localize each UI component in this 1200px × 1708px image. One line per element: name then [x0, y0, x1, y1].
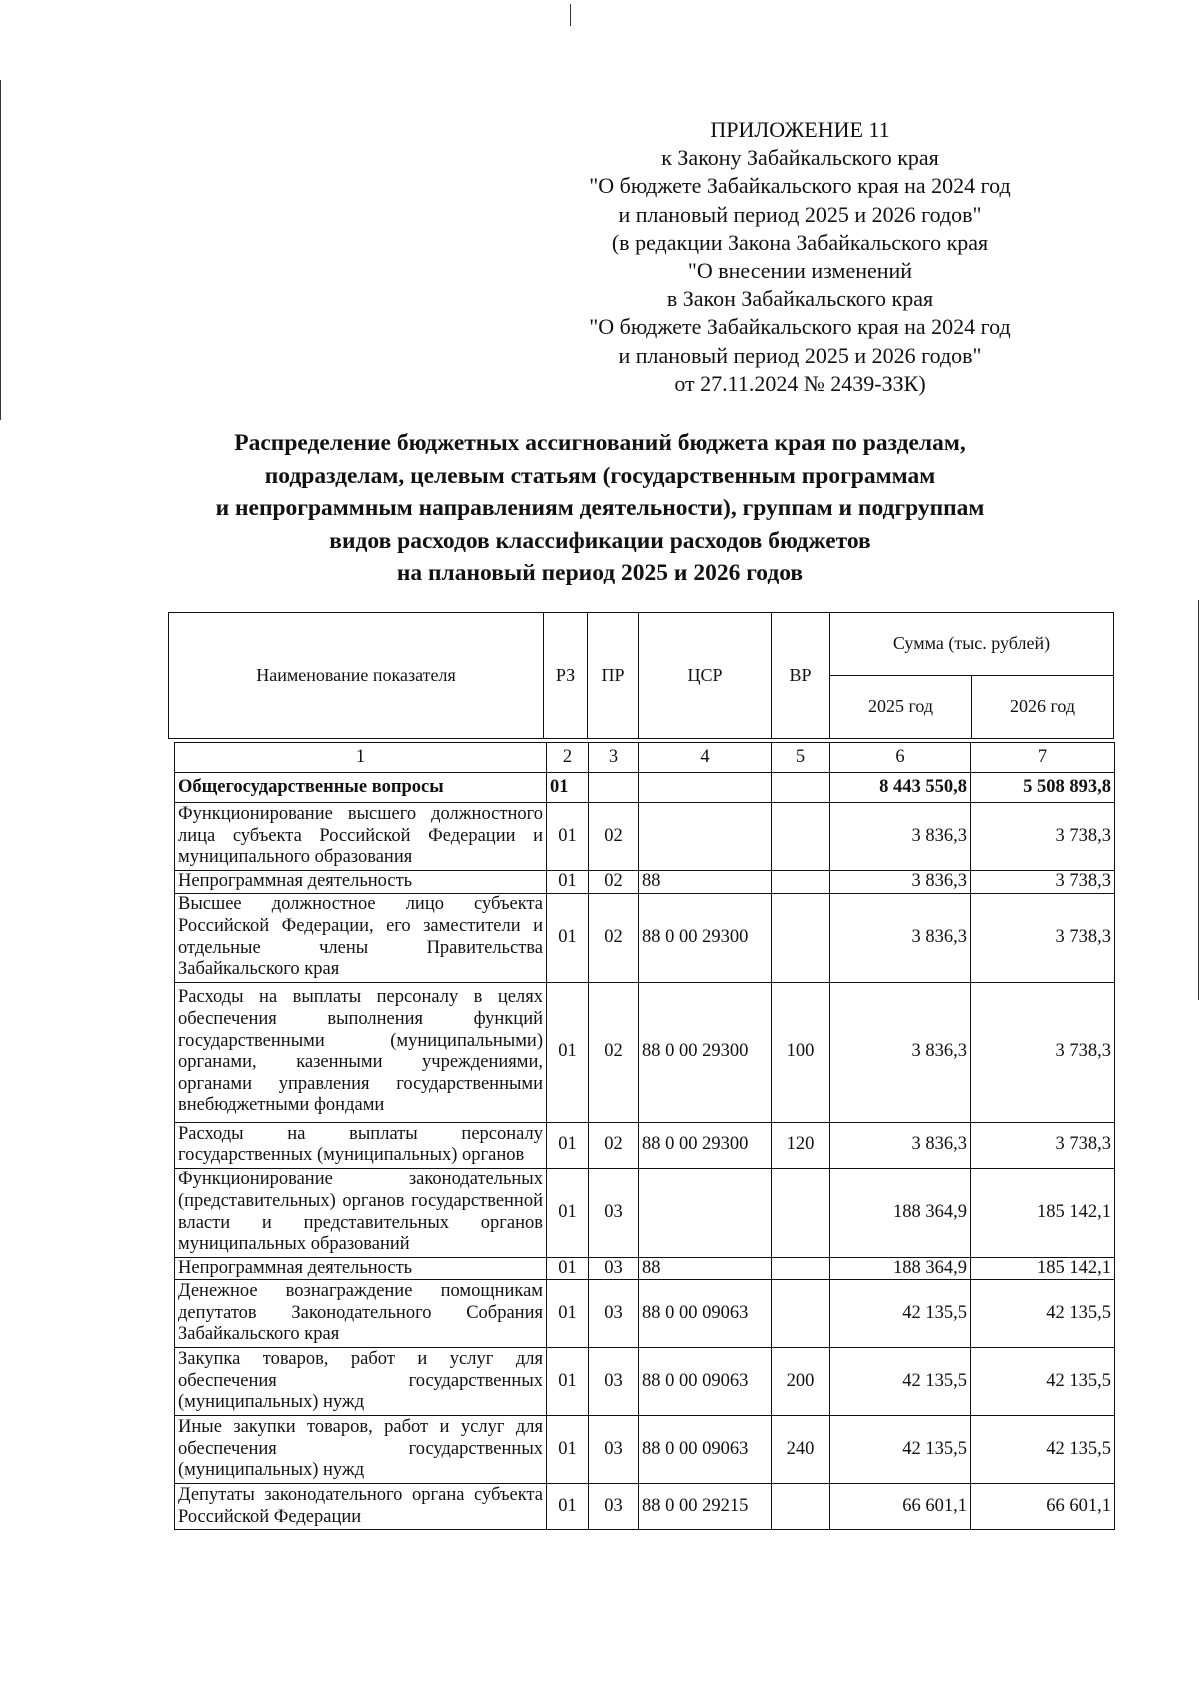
row-2026: 42 135,5 [971, 1416, 1115, 1484]
row-rz: 01 [547, 1348, 589, 1416]
table-row [175, 1168, 1115, 1257]
row-name: Депутаты законодательного органа субъекта Российской Федерации [175, 1484, 547, 1530]
appendix-line: и плановый период 2025 и 2026 годов" [618, 342, 982, 368]
title-line: подразделам, целевым статьям (государственным программам [264, 462, 936, 489]
scan-mark [570, 4, 571, 26]
row-rz: 01 [547, 773, 589, 803]
row-2025: 3 836,3 [830, 893, 971, 982]
scan-mark [0, 80, 1, 420]
row-2025: 3 836,3 [830, 982, 971, 1122]
table-row [175, 1122, 1115, 1168]
title-line: Распределение бюджетных ассигнований бюджета края по разделам, [234, 430, 966, 456]
header-2025: 2025 год [830, 676, 972, 739]
table-row [175, 982, 1115, 1122]
header-sum: Сумма (тыс. рублей) [830, 613, 1114, 676]
row-2026: 3 738,3 [971, 1122, 1115, 1168]
appendix-line: "О внесении изменений [687, 258, 913, 284]
row-name: Высшее должностное лицо субъекта Российской Федерации, его заместители и отдельные члены Правительства Забайкальского края [175, 893, 547, 982]
column-number: 2 [547, 743, 589, 773]
row-name: Расходы на выплаты персоналу государственных (муниципальных) органов [175, 1122, 547, 1168]
row-vr [772, 1168, 830, 1257]
row-2026: 66 601,1 [971, 1484, 1115, 1530]
column-number: 7 [971, 743, 1115, 773]
row-2026: 3 738,3 [971, 893, 1115, 982]
row-vr [772, 1484, 830, 1530]
row-vr: 120 [772, 1122, 830, 1168]
row-vr [772, 1257, 830, 1280]
header-pr: ПР [588, 613, 639, 739]
header-csr: ЦСР [639, 613, 772, 739]
row-vr [772, 871, 830, 894]
row-name: Функционирование законодательных (представительных) органов государственной власти и представительных органов муниципальных образований [175, 1168, 547, 1257]
row-name: Функционирование высшего должностного лица субъекта Российской Федерации и муниципального образования [175, 803, 547, 871]
row-2025: 188 364,9 [830, 1168, 971, 1257]
scan-mark [1198, 600, 1199, 1000]
row-vr [772, 1280, 830, 1348]
row-csr: 88 0 00 09063 [639, 1280, 772, 1348]
header-name: Наименование показателя [169, 613, 544, 739]
column-number: 1 [175, 743, 547, 773]
row-2026: 3 738,3 [971, 871, 1115, 894]
row-csr: 88 0 00 09063 [639, 1348, 772, 1416]
table-row [175, 1348, 1115, 1416]
table-row [175, 893, 1115, 982]
row-rz: 01 [547, 1257, 589, 1280]
title-line: на плановый период 2025 и 2026 годов [396, 560, 804, 586]
appendix-line: "О бюджете Забайкальского края на 2024 год [589, 173, 1011, 199]
table-row [175, 1257, 1115, 1280]
row-2025: 66 601,1 [830, 1484, 971, 1530]
row-pr [589, 773, 639, 803]
row-2025: 8 443 550,8 [830, 773, 971, 803]
row-name: Расходы на выплаты персоналу в целях обеспечения выполнения функций государственными (муниципальными) органами, казенными учреждениями, органами управления государственными внебюджетными фондами [175, 982, 547, 1122]
appendix-line: ПРИЛОЖЕНИЕ 11 [710, 117, 890, 142]
row-vr [772, 803, 830, 871]
row-pr: 02 [589, 803, 639, 871]
row-csr: 88 0 00 29300 [639, 893, 772, 982]
title-line: и непрограммным направлениям деятельности), группам и подгруппам [215, 495, 985, 521]
header-rz: РЗ [544, 613, 588, 739]
table-row [175, 1416, 1115, 1484]
column-number: 5 [772, 743, 830, 773]
row-2026: 42 135,5 [971, 1348, 1115, 1416]
column-number: 3 [589, 743, 639, 773]
appendix-line: от 27.11.2024 № 2439-ЗЗК) [674, 370, 926, 396]
row-vr [772, 893, 830, 982]
row-name: Иные закупки товаров, работ и услуг для обеспечения государственных (муниципальных) нужд [175, 1416, 547, 1484]
row-rz: 01 [547, 871, 589, 894]
row-2025: 3 836,3 [830, 803, 971, 871]
row-vr [772, 773, 830, 803]
row-2026: 42 135,5 [971, 1280, 1115, 1348]
row-csr: 88 0 00 29300 [639, 982, 772, 1122]
appendix-line: (в редакции Закона Забайкальского края [611, 229, 989, 255]
row-name: Закупка товаров, работ и услуг для обеспечения государственных (муниципальных) нужд [175, 1348, 547, 1416]
row-csr: 88 0 00 09063 [639, 1416, 772, 1484]
row-vr: 200 [772, 1348, 830, 1416]
row-pr: 02 [589, 982, 639, 1122]
row-2025: 3 836,3 [830, 1122, 971, 1168]
row-csr [639, 773, 772, 803]
row-pr: 03 [589, 1257, 639, 1280]
row-pr: 02 [589, 1122, 639, 1168]
row-rz: 01 [547, 1280, 589, 1348]
table-row [175, 871, 1115, 894]
row-2026: 3 738,3 [971, 982, 1115, 1122]
row-rz: 01 [547, 982, 589, 1122]
appendix-block [540, 116, 1060, 398]
row-rz: 01 [547, 1168, 589, 1257]
column-number: 4 [639, 743, 772, 773]
row-2026: 185 142,1 [971, 1168, 1115, 1257]
table-row [175, 773, 1115, 803]
row-vr: 100 [772, 982, 830, 1122]
row-2026: 3 738,3 [971, 803, 1115, 871]
title-line: видов расходов классификации расходов бюджетов [329, 527, 871, 554]
appendix-line: и плановый период 2025 и 2026 годов" [618, 201, 982, 227]
row-rz: 01 [547, 893, 589, 982]
row-2025: 188 364,9 [830, 1257, 971, 1280]
row-2025: 42 135,5 [830, 1416, 971, 1484]
row-pr: 02 [589, 871, 639, 894]
document-title [130, 427, 1070, 590]
row-pr: 02 [589, 893, 639, 982]
row-pr: 03 [589, 1416, 639, 1484]
table-row [175, 803, 1115, 871]
row-rz: 01 [547, 1122, 589, 1168]
data-table [174, 742, 1115, 1530]
row-2026: 185 142,1 [971, 1257, 1115, 1280]
row-csr: 88 0 00 29300 [639, 1122, 772, 1168]
table-row [175, 1484, 1115, 1530]
header-vr: ВР [772, 613, 830, 739]
row-2025: 42 135,5 [830, 1348, 971, 1416]
row-pr: 03 [589, 1168, 639, 1257]
row-rz: 01 [547, 803, 589, 871]
row-pr: 03 [589, 1348, 639, 1416]
row-name: Непрограммная деятельность [175, 1257, 547, 1280]
row-rz: 01 [547, 1484, 589, 1530]
row-csr: 88 0 00 29215 [639, 1484, 772, 1530]
row-rz: 01 [547, 1416, 589, 1484]
table-row [175, 1280, 1115, 1348]
row-csr: 88 [639, 871, 772, 894]
row-csr: 88 [639, 1257, 772, 1280]
row-name: Общегосударственные вопросы [175, 773, 547, 803]
row-name: Непрограммная деятельность [175, 871, 547, 894]
appendix-line: "О бюджете Забайкальского края на 2024 год [589, 314, 1011, 340]
row-name: Денежное вознаграждение помощникам депутатов Законодательного Собрания Забайкальского края [175, 1280, 547, 1348]
column-number: 6 [830, 743, 971, 773]
table-header [168, 612, 1114, 739]
row-2026: 5 508 893,8 [971, 773, 1115, 803]
appendix-line: в Закон Забайкальского края [666, 286, 934, 312]
row-csr [639, 803, 772, 871]
row-csr [639, 1168, 772, 1257]
row-pr: 03 [589, 1484, 639, 1530]
row-vr: 240 [772, 1416, 830, 1484]
row-2025: 3 836,3 [830, 871, 971, 894]
header-2026: 2026 год [972, 676, 1114, 739]
appendix-line: к Закону Забайкальского края [661, 145, 939, 171]
row-pr: 03 [589, 1280, 639, 1348]
row-2025: 42 135,5 [830, 1280, 971, 1348]
